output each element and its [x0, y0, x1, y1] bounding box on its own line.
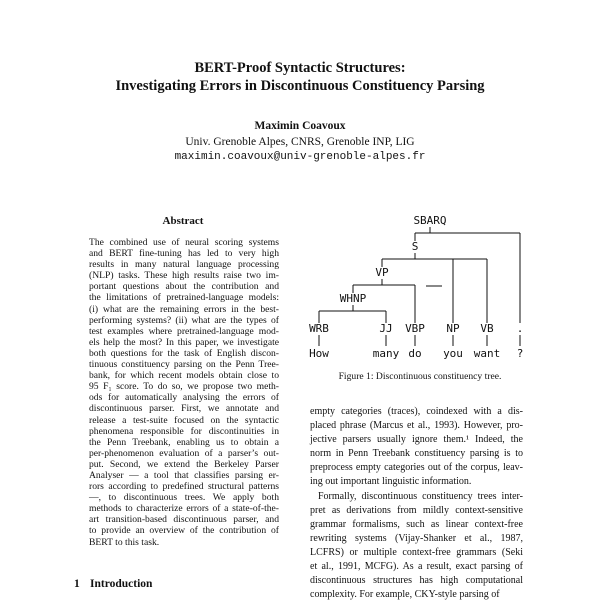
text-line: grammar formalisms, such as linear context-free	[310, 518, 523, 530]
word-question-mark: ?	[516, 347, 524, 360]
abstract-body	[89, 237, 279, 548]
text-line: 95 F₁ score. To do so, we propose two meth-	[89, 381, 279, 393]
text-line: and BERT fine-tuning has led to very high	[89, 248, 279, 260]
text-line: portant questions about the contribution and	[89, 281, 279, 293]
text-line: pret as derivations from mildly context-sensitive	[310, 504, 523, 516]
figure-caption: Figure 1: Discontinuous constituency tree.	[338, 371, 502, 382]
text-line: placed phrase (Marcus et al., 1993). However, pro-	[310, 420, 523, 432]
text-line: ing out important linguistic information.	[310, 476, 472, 488]
node-whnp: WHNP	[339, 292, 367, 305]
text-line: jective parsers usually ignore them.¹ Indeed, the	[310, 434, 523, 446]
word-many: many	[372, 347, 400, 360]
author-name: Maximin Coavoux	[254, 120, 346, 132]
word-how: How	[309, 347, 329, 360]
text-line: Formally, discontinuous constituency trees inter-	[318, 490, 523, 502]
text-line: release a test-suite focused on the syntactic	[89, 414, 279, 426]
text-line: norm in Penn Treebank constituency parsing is to	[310, 448, 523, 460]
text-line: put. Second, we extend the Berkeley Parser	[89, 458, 279, 470]
text-line: preprocess empty categories out of the corpus, leav-	[310, 462, 523, 474]
node-wrb: WRB	[309, 322, 329, 335]
word-you: you	[443, 347, 463, 360]
author-affiliation: Univ. Grenoble Alpes, CNRS, Grenoble INP, LIG	[185, 136, 415, 148]
node-vbp: VBP	[405, 322, 425, 335]
abstract-heading: Abstract	[162, 215, 204, 227]
text-line: discontinuous structures has high computational	[310, 575, 523, 587]
node-jj: JJ	[379, 322, 393, 335]
text-line: discontinuous parser. First, we annotate and	[89, 403, 279, 415]
node-sbarq: SBARQ	[413, 214, 447, 227]
text-line: —, to discontinuous trees. We apply both	[89, 492, 279, 504]
node-vp: VP	[375, 266, 389, 279]
text-line: LCFRS) or multiple context-free grammars (Seki	[310, 546, 523, 558]
paper-title-line-1: BERT-Proof Syntactic Structures:	[194, 60, 406, 76]
text-line: rors according to predefined structural patterns	[89, 481, 279, 493]
section-number: 1	[74, 578, 80, 590]
text-line: methods to characterize errors of a state-of-the-	[89, 503, 279, 515]
body-text-right-column	[310, 405, 523, 602]
text-line: test examples where pretrained-language mod-	[89, 325, 279, 337]
text-line: bank, for which recent models obtain close to	[89, 370, 279, 382]
text-line: empty categories (traces), coindexed with a dis-	[310, 406, 523, 417]
text-line: rewriting systems (Vijay-Shanker et al., 1987,	[310, 532, 523, 544]
section-title: Introduction	[90, 578, 153, 590]
node-np: NP	[446, 322, 460, 335]
text-line: the limitations of pretrained-language models:	[89, 292, 279, 304]
text-line: both questions for the task of English discon-	[89, 347, 279, 359]
text-line: Analyser — a tool that classifies parsing er-	[89, 469, 279, 481]
constituency-tree-figure	[305, 203, 535, 363]
text-line: to provide an overview of the contribution of	[89, 525, 279, 537]
text-line: phenomena responsible for discontinuities in	[89, 425, 279, 437]
text-line: (i) what are the remaining errors in the best-	[89, 303, 279, 315]
node-punct: .	[516, 322, 524, 335]
word-do: do	[408, 347, 422, 360]
text-line: results in many natural language processing	[89, 259, 279, 271]
paper-title-line-2: Investigating Errors in Discontinuous Constituency Parsing	[115, 78, 485, 94]
node-s: S	[411, 240, 419, 253]
node-vb: VB	[480, 322, 494, 335]
text-line: (NLP) tasks. These high results raise two im-	[89, 270, 279, 282]
text-line: The combined use of neural scoring systems	[89, 237, 279, 248]
text-line: BERT to this task.	[89, 536, 160, 548]
text-line: els help the most? In this paper, we investigate	[89, 336, 279, 348]
author-email: maximin.coavoux@univ-grenoble-alpes.fr	[174, 151, 426, 163]
text-line: tinuous constituency parsing on the Penn Tree-	[89, 359, 279, 371]
text-line: art transition-based discontinuous parser, and	[89, 514, 279, 526]
text-line: complexity. For example, CKY-style parsing of	[310, 589, 500, 601]
text-line: the Penn Treebank, enabling us to obtain a	[89, 436, 279, 448]
word-want: want	[473, 347, 501, 360]
text-line: ods for automatically analysing the errors of	[89, 392, 279, 404]
text-line: et al., 1991, MCFG). As a result, exact parsing of	[310, 561, 523, 573]
section-heading-introduction	[74, 578, 152, 590]
text-line: per-phenomenon evaluation of a parser’s out-	[89, 447, 279, 459]
text-line: performing systems? (ii) what are the types of	[89, 314, 279, 326]
